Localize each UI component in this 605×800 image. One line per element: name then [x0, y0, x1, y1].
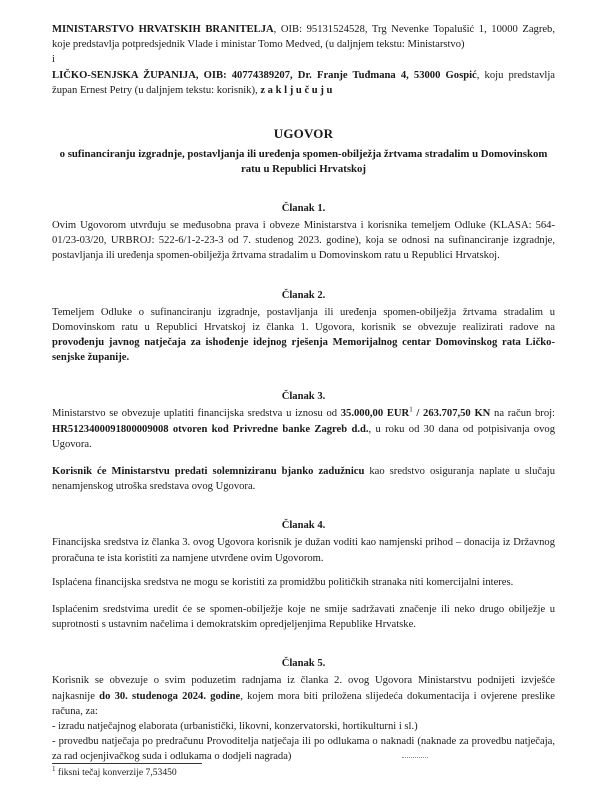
amount-kn: / 263.707,50 KN: [412, 408, 491, 420]
article-4-heading: Članak 4.: [281, 520, 326, 532]
ministry-details: , OIB: 95131524528, Trg Nevenke Topalušić 1, 10000 Zagreb, koje predstavlja potpredsjednik Vlade i ministar Tomo Medved, (u daljnjem tekstu: Ministarstvo): [52, 24, 555, 51]
party-ministry: [52, 22, 555, 52]
document-page: [52, 22, 555, 765]
article-3-part2: na račun broj:: [490, 408, 556, 420]
article-3-heading: Članak 3.: [281, 391, 326, 403]
footnote-mark: 1: [52, 764, 56, 773]
article-1-heading: Članak 1.: [281, 203, 326, 215]
article-3-part1: Ministarstvo se obvezuje uplatiti financijska sredstva u iznosu od: [52, 408, 341, 420]
article-5-text: [52, 673, 555, 719]
party-county: [52, 68, 555, 98]
article-5-part1: Korisnik se obvezuje o svim poduzetim radnjama iz članka 2. ovog Ugovora Ministarstvu podnijeti izvješće najkasnije: [52, 675, 555, 702]
article-5-part2: , kojem mora biti priložena slijedeća dokumentacija i ovjerene preslike računa, za:: [52, 690, 555, 717]
contract-title: UGOVOR: [273, 126, 334, 142]
list-item: - izradu natječajnog elaborata (urbanistički, likovni, konzervatorski, hortikulturni i sl.): [52, 721, 418, 733]
amount-eur: 35.000,00 EUR: [340, 408, 410, 420]
article-1-text: Ovim Ugovorom utvrđuju se međusobna prava i obveze Ministarstva i korisnika temeljem Odluke (KLASA: 564-01/23-03/20, URBROJ: 522-6/1-2-23-3 od 7. studenog 2023. godine), koja se odnosi na sufinanciranje izgradnje, postavljanja ili uređenja spomen-obilježja žrtvama stradalim u Domovinskom ratu u Republici Hrvatskoj.: [52, 220, 555, 262]
report-deadline: do 30. studenoga 2024. godine: [99, 690, 241, 702]
footnote-rule: [52, 763, 202, 764]
account-number: HR5123400091800009008 otvoren kod Privredne banke Zagreb d.d.: [52, 423, 369, 435]
article-3-part3: , u roku od 30 dana od potpisivanja ovog Ugovora.: [52, 423, 555, 450]
ministry-name: MINISTARSTVO HRVATSKIH BRANITELJA: [52, 24, 274, 35]
article-3-text: [52, 406, 555, 452]
county-name: LIČKO-SENJSKA ŽUPANIJA, OIB: 40774389207, Dr. Franje Tuđmana 4, 53000 Gospić: [52, 69, 477, 81]
article-5-list: [52, 719, 555, 765]
article-4-para2: Isplaćena financijska sredstva ne mogu se koristiti za promidžbu političkih stranaka niti komercijalni interes.: [52, 576, 514, 588]
article-2-bold: provođenju javnog natječaja za ishođenje idejnog rješenja Memorijalnog centar Domovinskog rata Ličko-senjske županije.: [52, 337, 555, 364]
article-5-heading: Članak 5.: [281, 658, 326, 670]
article-2-text: [52, 305, 555, 366]
article-3-para2-text: kao sredstvo osiguranja naplate u slučaju nenamjenskog utroška sredstava ovog Ugovora.: [52, 466, 556, 493]
article-4-para1: Financijska sredstva iz članka 3. ovog Ugovora korisnik je dužan voditi kao namjenski prihod – donacija iz Državnog proračuna te ista koristiti za namjene utvrđene ovim Ugovorom.: [52, 537, 555, 564]
contract-subtitle: o sufinanciranju izgradnje, postavljanja ili uređenja spomen-obilježja žrtvama stradalim u Domovinskom ratu u Republici Hrvatskoj: [59, 148, 548, 176]
article-2-heading: Članak 2.: [281, 289, 326, 301]
list-item: - provedbu natječaja po predračunu Provoditelja natječaja ili po odlukama o naknadi (naknade za provedbu natječaja, za rad ocjenjivačkog suda i odlukama o dodjeli nagrada): [52, 736, 555, 763]
footnote: [52, 764, 177, 779]
bjanko-zaduznica: Korisnik će Ministarstvu predati solemniziranu bjanko zadužnicu: [52, 466, 365, 478]
county-details: , koju predstavlja župan Ernest Petry (u daljnjem tekstu: korisnik),: [52, 69, 555, 96]
article-3-para2: [52, 464, 555, 494]
article-4-para3: Isplaćenim sredstvima uredit će se spomen-obilježje koje ne smije sadržavati značenje ili neko drugo obilježje u suprotnosti s ustavnim načelima i demokratskim opredjeljenjima Republike Hrvatske.: [52, 604, 555, 631]
footnote-ref: 1: [409, 405, 413, 414]
zakljucuju: z a k l j u č u j u: [260, 84, 333, 96]
article-2-plain: Temeljem Odluke o sufinanciranju izgradnje, postavljanja ili uređenja spomen-obilježja žrtvama stradalim u Domovinskom ratu u Republici Hrvatskoj iz članka 1. Ugovora, korisnik se obvezuje realizirati radove na: [52, 306, 555, 333]
stray-mark: [402, 757, 428, 759]
party-connector: i: [52, 54, 55, 66]
footnote-text: fiksni tečaj konverzije 7,53450: [55, 767, 177, 778]
